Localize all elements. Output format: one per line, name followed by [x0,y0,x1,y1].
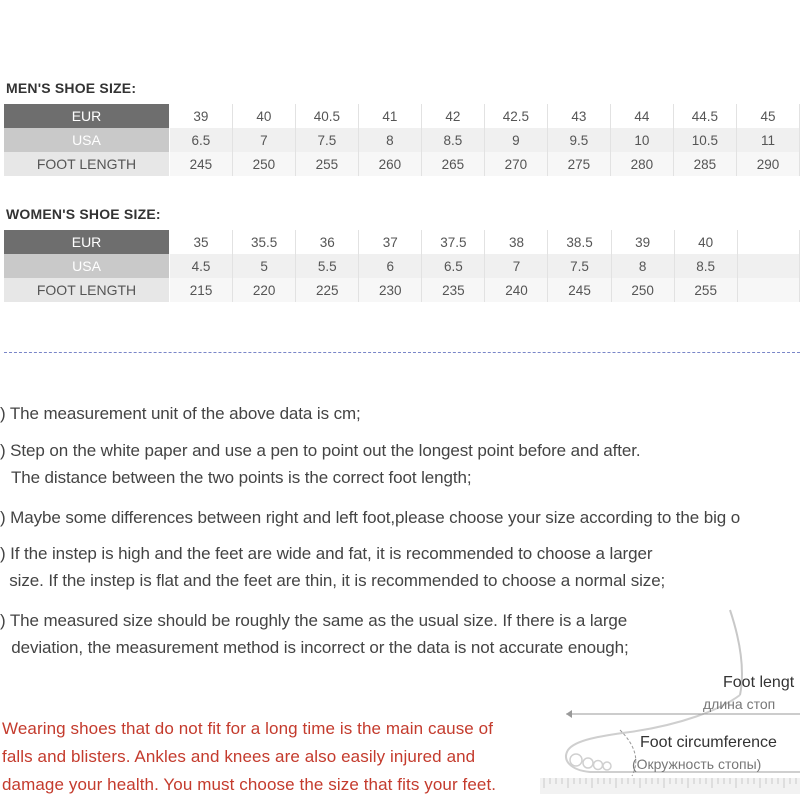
foot-circumference-sub: (Окружность стопы) [632,756,762,772]
women-size-cell: 35 [170,230,233,254]
men-row-label: EUR [4,104,169,128]
men-size-cell: 7 [232,128,295,152]
women-size-cell [737,230,799,254]
women-size-cell: 220 [233,278,296,302]
men-size-cell: 44 [610,104,673,128]
women-size-cell: 37.5 [422,230,485,254]
women-size-cell: 255 [674,278,737,302]
women-size-cell: 240 [485,278,548,302]
note-5: ) The measured size should be roughly the same as the usual size. If there is a large [0,611,628,630]
section-divider [4,352,800,353]
women-size-cell: 8 [611,254,674,278]
women-size-cell: 5 [233,254,296,278]
men-size-cell: 40 [232,104,295,128]
men-size-cell: 290 [736,152,799,176]
foot-measure-figure [540,600,800,800]
men-size-title: MEN'S SHOE SIZE: [6,80,137,96]
men-size-cell: 44.5 [673,104,736,128]
women-size-title: WOMEN'S SHOE SIZE: [6,206,161,222]
women-size-cell: 6 [359,254,422,278]
women-size-cell [737,278,799,302]
women-row-usa [4,254,800,278]
men-size-cell: 43 [547,104,610,128]
men-row-eur [4,104,800,128]
men-size-cell: 270 [484,152,547,176]
men-size-cell: 39 [169,104,232,128]
women-size-cell: 5.5 [296,254,359,278]
women-size-cell: 6.5 [422,254,485,278]
note-2-cont: The distance between the two points is the correct foot length; [2,468,472,487]
warning-line-2: falls and blisters. Ankles and knees are also easily injured and [2,747,476,766]
women-size-cell: 230 [359,278,422,302]
women-size-cell: 235 [422,278,485,302]
women-size-cell: 36 [296,230,359,254]
note-1: ) The measurement unit of the above data is cm; [0,404,361,423]
men-size-cell: 9 [484,128,547,152]
women-size-cell: 38.5 [548,230,611,254]
women-row-foot-length [4,278,800,302]
women-size-cell [737,254,799,278]
men-size-cell: 11 [736,128,799,152]
men-size-table [4,104,800,176]
men-size-cell: 8 [358,128,421,152]
women-size-cell: 245 [548,278,611,302]
foot-circumference-label: Foot circumference [640,734,777,751]
note-5-cont: deviation, the measurement method is incorrect or the data is not accurate enough; [2,638,629,657]
women-size-cell: 225 [296,278,359,302]
men-row-usa [4,128,800,152]
note-2: ) Step on the white paper and use a pen to point out the longest point before and after. [0,441,641,460]
warning-text [2,715,532,799]
men-row-foot-length [4,152,800,176]
men-size-cell: 265 [421,152,484,176]
women-size-cell: 35.5 [233,230,296,254]
men-size-cell: 9.5 [547,128,610,152]
women-size-cell: 250 [611,278,674,302]
women-size-cell: 215 [170,278,233,302]
men-size-cell: 255 [295,152,358,176]
men-size-cell: 7.5 [295,128,358,152]
men-size-cell: 42.5 [484,104,547,128]
women-size-cell: 37 [359,230,422,254]
foot-length-sub: длина стоп [703,696,776,712]
women-size-cell: 8.5 [674,254,737,278]
women-size-cell: 40 [674,230,737,254]
warning-line-3: damage your health. You must choose the size that fits your feet. [2,775,497,794]
men-size-cell: 42 [421,104,484,128]
men-size-cell: 280 [610,152,673,176]
women-size-cell: 4.5 [170,254,233,278]
warning-line-1: Wearing shoes that do not fit for a long time is the main cause of [2,719,494,738]
men-size-cell: 10 [610,128,673,152]
women-size-table [4,230,800,302]
men-size-cell: 45 [736,104,799,128]
men-size-cell: 40.5 [295,104,358,128]
men-size-cell: 10.5 [673,128,736,152]
women-row-label: USA [4,254,170,278]
women-size-cell: 39 [611,230,674,254]
foot-length-label: Foot lengt [723,674,795,691]
women-size-cell: 7.5 [548,254,611,278]
women-size-cell: 7 [485,254,548,278]
men-size-cell: 8.5 [421,128,484,152]
note-3: ) Maybe some differences between right and left foot,please choose your size according to the big o [0,508,741,527]
men-size-cell: 285 [673,152,736,176]
note-4-cont: size. If the instep is flat and the feet are thin, it is recommended to choose a normal size; [0,571,666,590]
men-row-label: FOOT LENGTH [4,152,169,176]
men-size-cell: 275 [547,152,610,176]
women-row-eur [4,230,800,254]
note-4: ) If the instep is high and the feet are wide and fat, it is recommended to choose a larger [0,544,653,563]
women-size-cell: 38 [485,230,548,254]
women-row-label: FOOT LENGTH [4,278,170,302]
men-size-cell: 250 [232,152,295,176]
men-row-label: USA [4,128,169,152]
men-size-cell: 245 [169,152,232,176]
women-row-label: EUR [4,230,170,254]
men-size-cell: 41 [358,104,421,128]
men-size-cell: 260 [358,152,421,176]
men-size-cell: 6.5 [169,128,232,152]
